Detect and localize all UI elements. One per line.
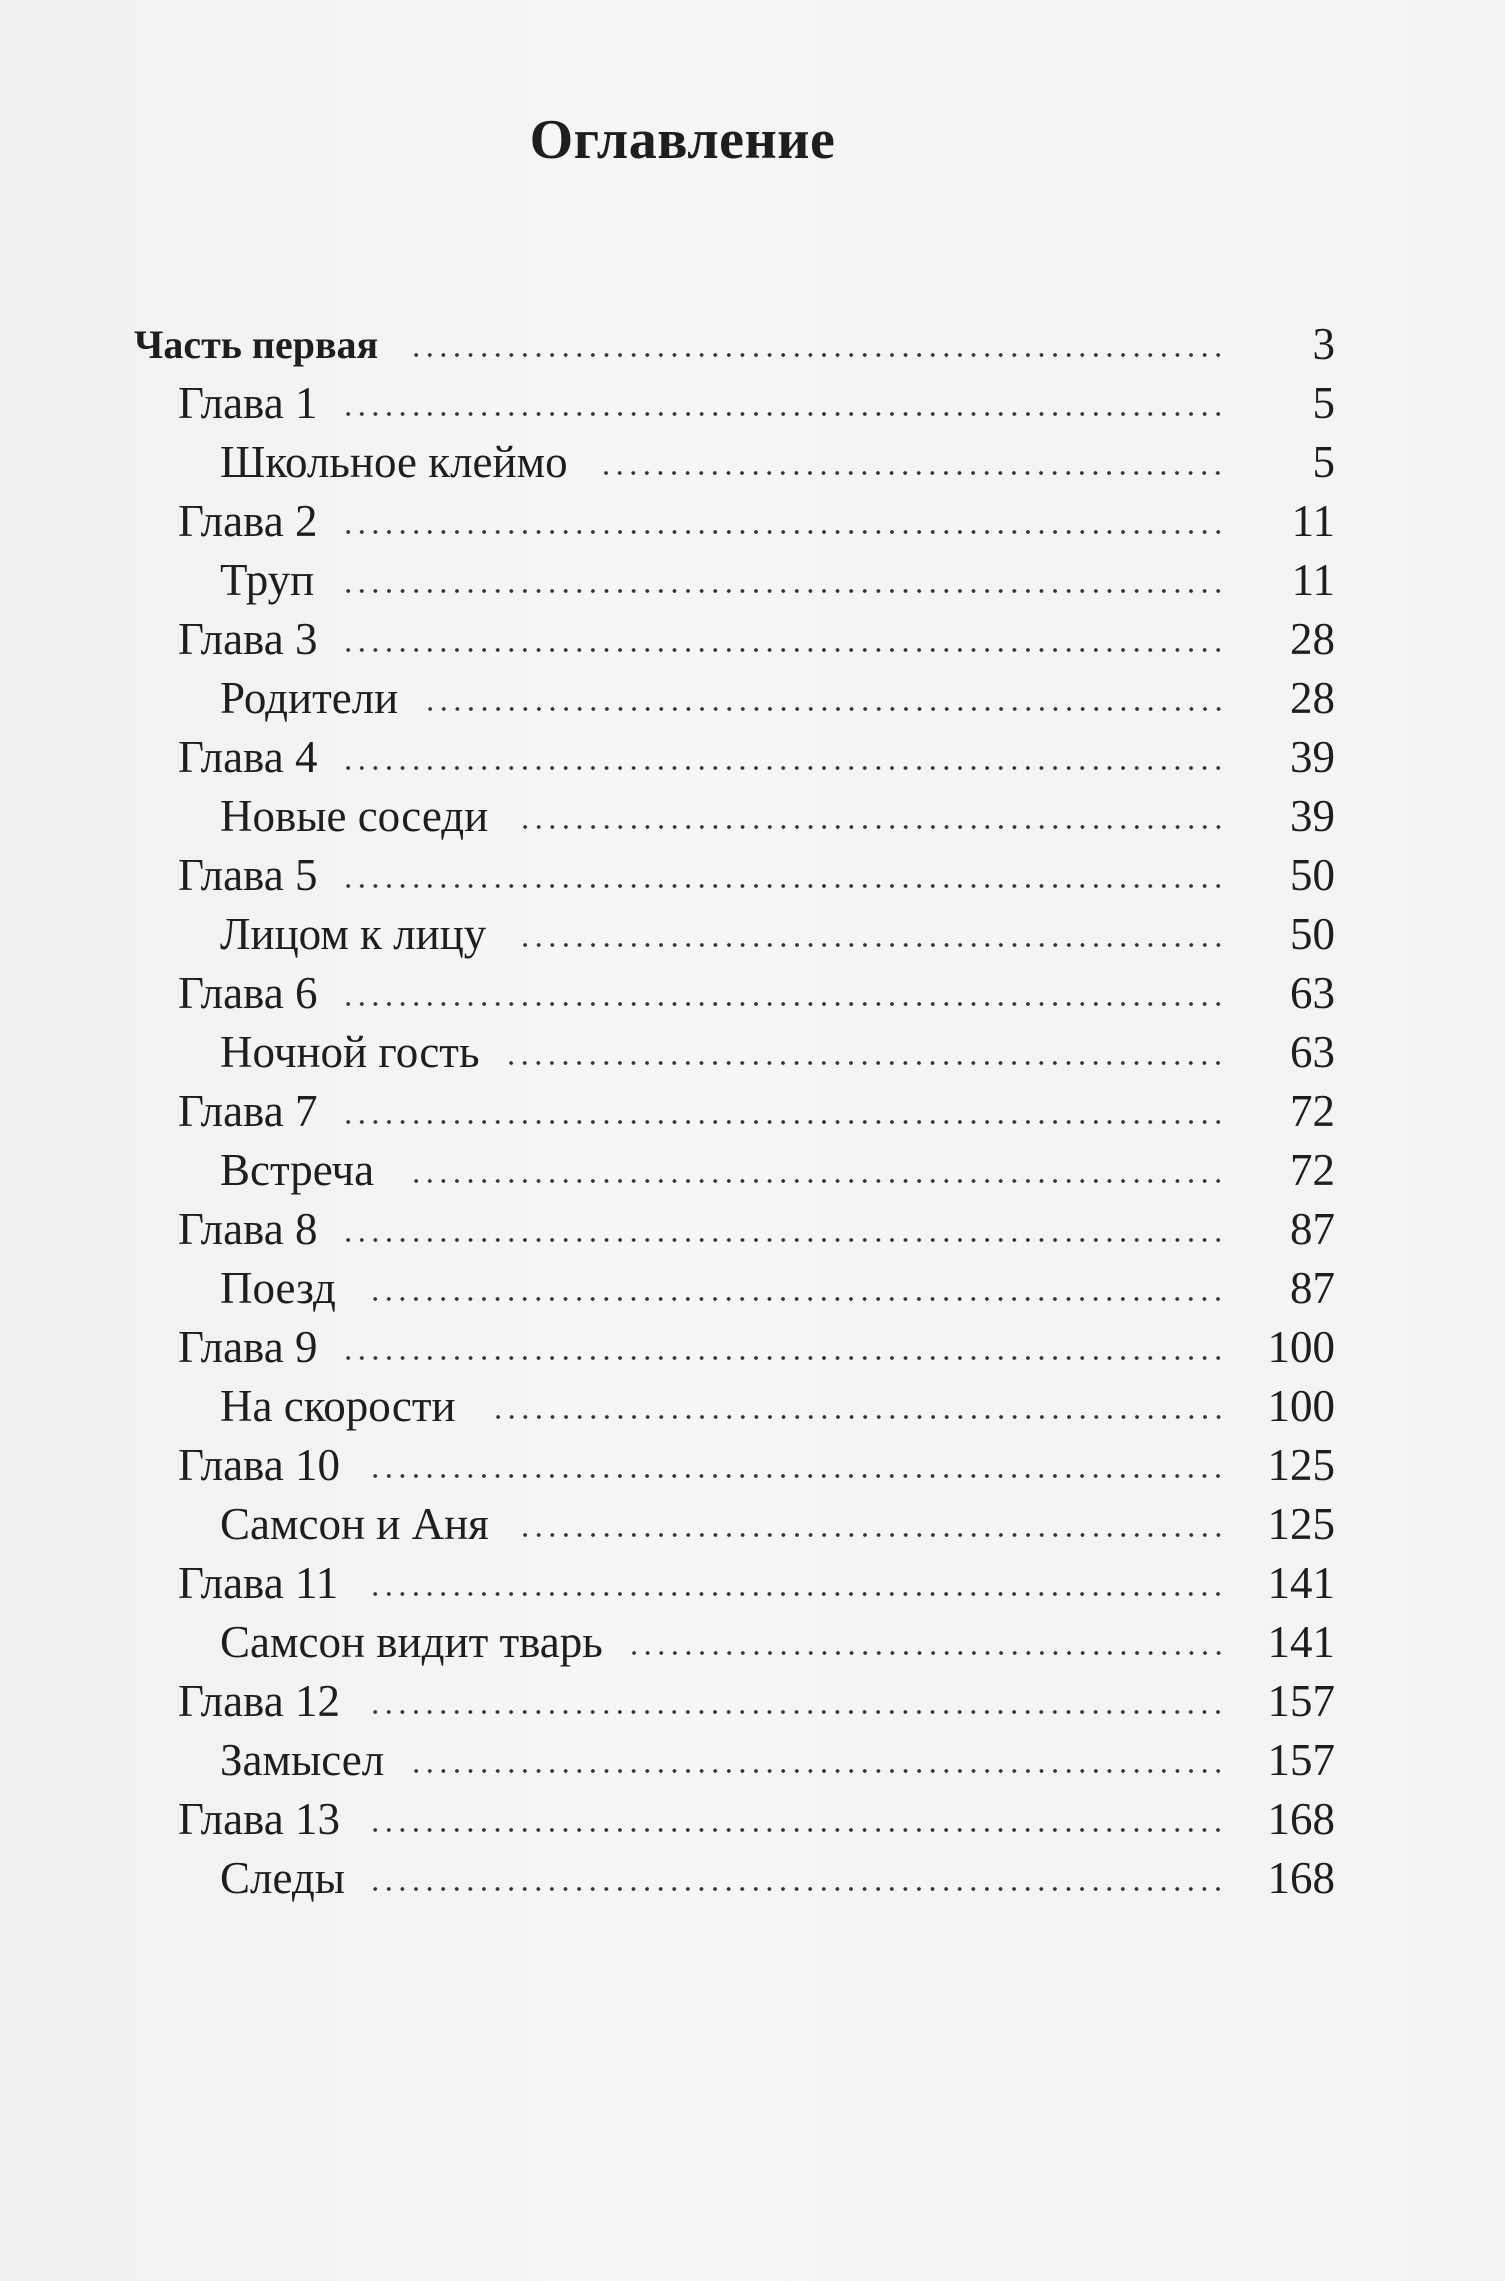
toc-section-entry <box>0 1141 1505 1200</box>
toc-chapter-entry <box>0 610 1505 669</box>
dot-leader <box>368 1887 1225 1891</box>
toc-entry-label: Самсон видит тварь <box>220 1617 603 1667</box>
toc-entry-label: Глава 7 <box>178 1086 318 1136</box>
dot-leader <box>409 1179 1225 1183</box>
toc-entry-label: Глава 10 <box>178 1440 340 1490</box>
toc-entry-page-number: 141 <box>1267 1558 1335 1608</box>
toc-chapter-entry <box>0 374 1505 433</box>
toc-entry-label: Следы <box>220 1853 345 1903</box>
dot-leader <box>368 1297 1225 1301</box>
dot-leader <box>341 412 1225 416</box>
dot-leader <box>368 1474 1225 1478</box>
toc-section-entry <box>0 1377 1505 1436</box>
toc-entry-label: Глава 5 <box>178 850 318 900</box>
dot-leader <box>368 1592 1225 1596</box>
toc-section-entry <box>0 433 1505 492</box>
toc-entry-label: Труп <box>220 555 315 605</box>
toc-chapter-entry <box>0 1672 1505 1731</box>
toc-chapter-entry <box>0 1554 1505 1613</box>
toc-entry-label: На скорости <box>220 1381 456 1431</box>
toc-entry-page-number: 50 <box>1290 850 1335 900</box>
toc-entry-page-number: 87 <box>1290 1204 1335 1254</box>
toc-section-entry <box>0 1613 1505 1672</box>
dot-leader <box>518 1533 1225 1537</box>
toc-entry-page-number: 100 <box>1267 1322 1335 1372</box>
dot-leader <box>341 884 1225 888</box>
toc-entry-page-number: 39 <box>1290 732 1335 782</box>
toc-entry-page-number: 3 <box>1312 319 1335 369</box>
dot-leader <box>341 1238 1225 1242</box>
toc-part-entry <box>0 315 1505 374</box>
toc-entry-page-number: 168 <box>1267 1794 1335 1844</box>
toc-section-entry <box>0 1495 1505 1554</box>
toc-section-entry <box>0 787 1505 846</box>
toc-entry-label: Глава 13 <box>178 1794 340 1844</box>
toc-entry-label: Часть первая <box>134 322 379 367</box>
dot-leader <box>423 707 1225 711</box>
toc-entry-page-number: 72 <box>1290 1145 1335 1195</box>
toc-entry-label: Глава 9 <box>178 1322 318 1372</box>
toc-entry-label: Поезд <box>220 1263 336 1313</box>
toc-entry-label: Родители <box>220 673 399 723</box>
dot-leader <box>368 1828 1225 1832</box>
toc-entry-label: Глава 12 <box>178 1676 340 1726</box>
toc-entry-label: Замысел <box>220 1735 385 1785</box>
toc-entry-page-number: 5 <box>1312 437 1335 487</box>
toc-chapter-entry <box>0 1436 1505 1495</box>
toc-entry-label: Самсон и Аня <box>220 1499 489 1549</box>
toc-chapter-entry <box>0 1200 1505 1259</box>
dot-leader <box>341 530 1225 534</box>
toc-entry-page-number: 50 <box>1290 909 1335 959</box>
toc-chapter-entry <box>0 1790 1505 1849</box>
dot-leader <box>518 943 1225 947</box>
toc-chapter-entry <box>0 1082 1505 1141</box>
toc-entry-label: Новые соседи <box>220 791 489 841</box>
toc-entry-page-number: 100 <box>1267 1381 1335 1431</box>
toc-entry-page-number: 39 <box>1290 791 1335 841</box>
dot-leader <box>627 1651 1225 1655</box>
toc-entry-label: Глава 11 <box>178 1558 339 1608</box>
toc-entry-page-number: 28 <box>1290 614 1335 664</box>
dot-leader <box>341 766 1225 770</box>
dot-leader <box>341 1120 1225 1124</box>
toc-chapter-entry <box>0 846 1505 905</box>
toc-entry-page-number: 63 <box>1290 1027 1335 1077</box>
toc-entry-label: Глава 4 <box>178 732 318 782</box>
toc-section-entry <box>0 1023 1505 1082</box>
dot-leader <box>409 1769 1225 1773</box>
dot-leader <box>518 825 1225 829</box>
toc-entry-page-number: 125 <box>1267 1440 1335 1490</box>
toc-entry-label: Глава 1 <box>178 378 318 428</box>
toc-entry-label: Глава 3 <box>178 614 318 664</box>
page-title: Оглавление <box>529 109 836 171</box>
dot-leader <box>341 648 1225 652</box>
dot-leader <box>368 1710 1225 1714</box>
toc-chapter-entry <box>0 728 1505 787</box>
toc-entry-label: Глава 8 <box>178 1204 318 1254</box>
toc-entry-page-number: 11 <box>1291 496 1335 546</box>
toc-chapter-entry <box>0 492 1505 551</box>
toc-section-entry <box>0 1849 1505 1908</box>
toc-entry-page-number: 63 <box>1290 968 1335 1018</box>
toc-section-entry <box>0 1259 1505 1318</box>
toc-entry-page-number: 11 <box>1291 555 1335 605</box>
toc-entry-label: Ночной гость <box>220 1027 480 1077</box>
toc-entry-page-number: 141 <box>1267 1617 1335 1667</box>
dot-leader <box>341 589 1225 593</box>
dot-leader <box>504 1061 1225 1065</box>
toc-entry-page-number: 5 <box>1312 378 1335 428</box>
toc-chapter-entry <box>0 1318 1505 1377</box>
toc-entry-page-number: 157 <box>1267 1735 1335 1785</box>
dot-leader <box>491 1415 1225 1419</box>
toc-entry-page-number: 87 <box>1290 1263 1335 1313</box>
dot-leader <box>409 353 1225 357</box>
toc-section-entry <box>0 1731 1505 1790</box>
toc-entry-label: Встреча <box>220 1145 375 1195</box>
toc-entry-page-number: 157 <box>1267 1676 1335 1726</box>
toc-chapter-entry <box>0 964 1505 1023</box>
toc-section-entry <box>0 551 1505 610</box>
dot-leader <box>341 1356 1225 1360</box>
toc-entry-page-number: 168 <box>1267 1853 1335 1903</box>
toc-section-entry <box>0 669 1505 728</box>
toc-entry-label: Лицом к лицу <box>220 909 487 959</box>
toc-entry-page-number: 125 <box>1267 1499 1335 1549</box>
toc-entry-label: Школьное клеймо <box>220 437 568 487</box>
toc-entry-label: Глава 2 <box>178 496 318 546</box>
dot-leader <box>341 1002 1225 1006</box>
toc-section-entry <box>0 905 1505 964</box>
toc-entry-page-number: 72 <box>1290 1086 1335 1136</box>
toc-entry-label: Глава 6 <box>178 968 318 1018</box>
toc-entry-page-number: 28 <box>1290 673 1335 723</box>
dot-leader <box>599 471 1225 475</box>
